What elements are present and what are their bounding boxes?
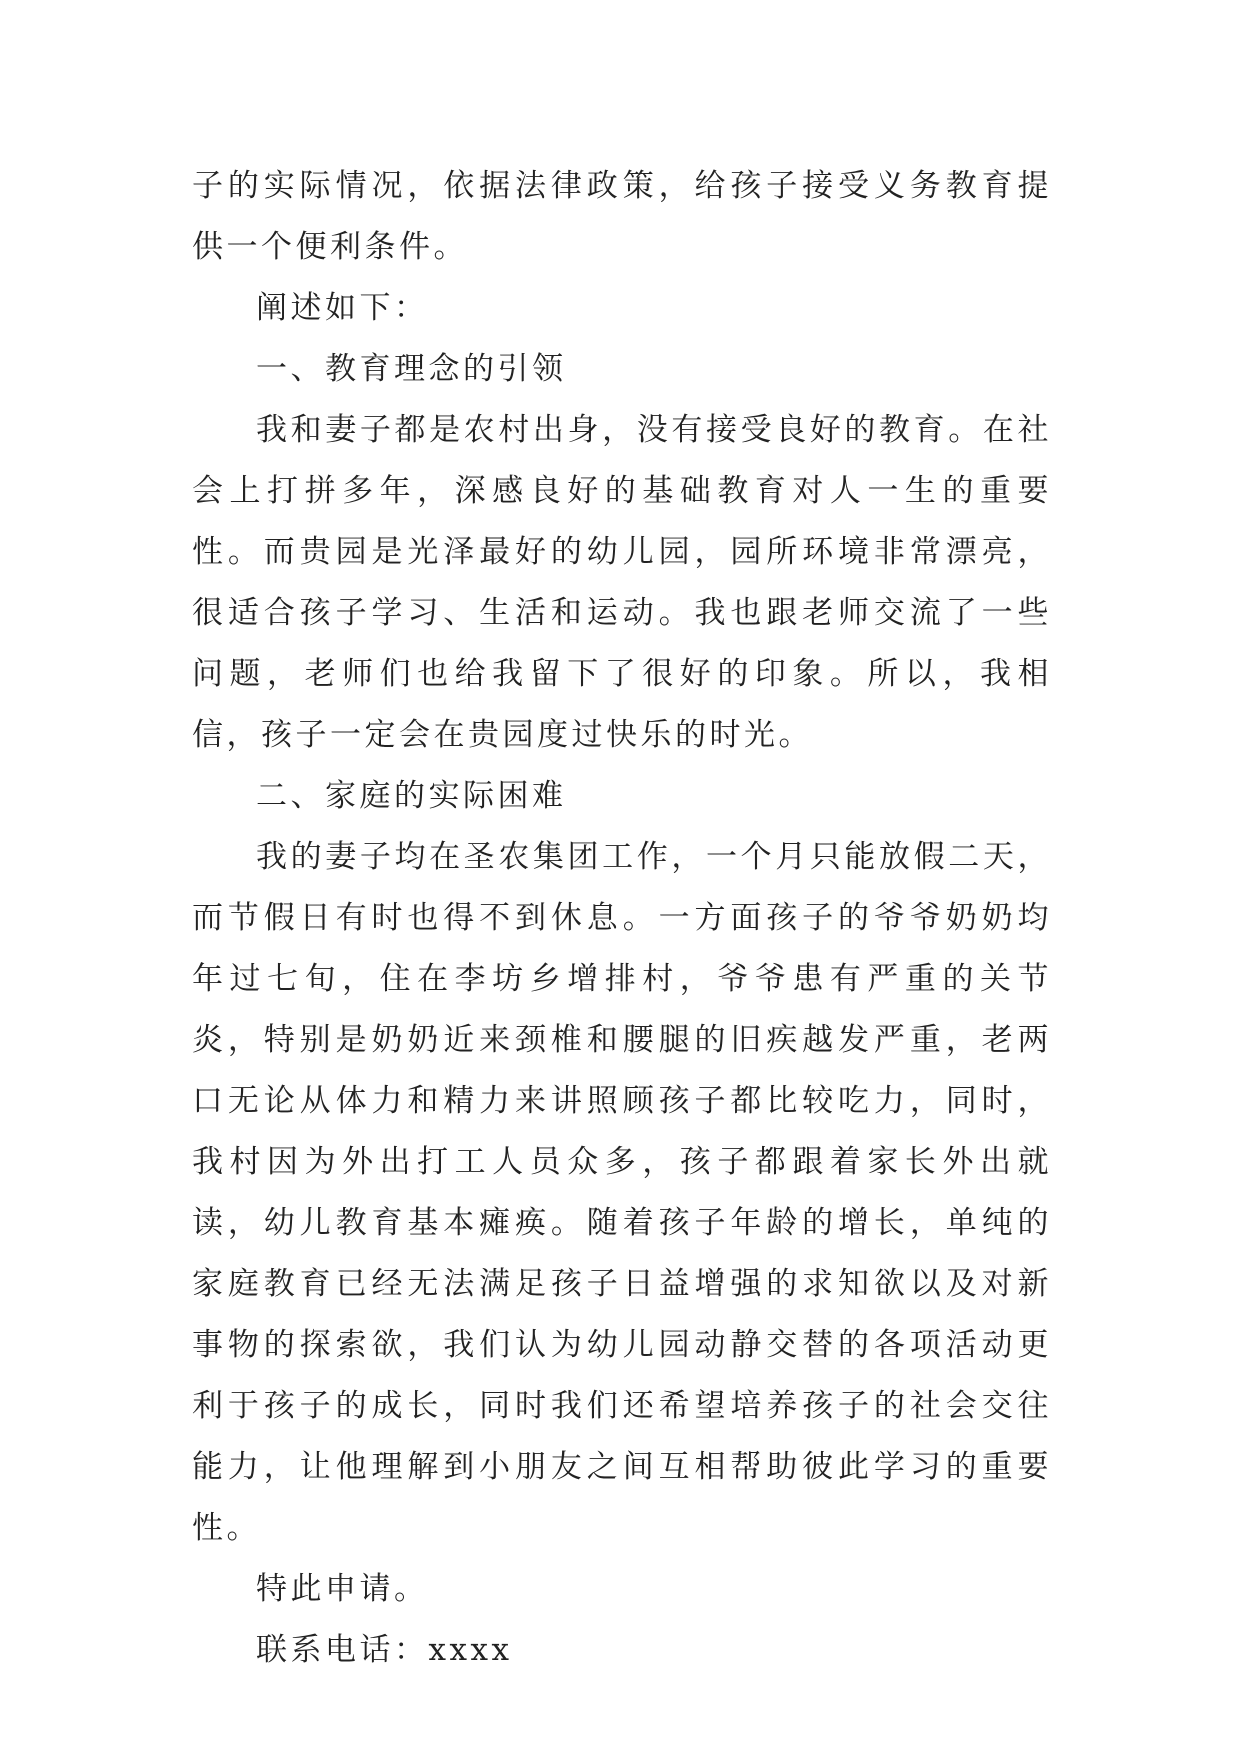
paragraph-intro: 阐述如下： (256, 290, 429, 326)
section-heading-1: 一、教育理念的引领 (256, 351, 567, 387)
contact-phone: 联系电话：xxxx (256, 1632, 513, 1668)
document-body (192, 156, 1052, 1681)
paragraph-section-1: 我和妻子都是农村出身，没有接受良好的教育。在社会上打拼多年，深感良好的基础教育对人一生的重要性。而贵园是光泽最好的幼儿园，园所环境非常漂亮，很适合孩子学习、生活和运动。我也跟老师交流了一些问题，老师们也给我留下了很好的印象。所以，我相信，孩子一定会在贵园度过快乐的时光。 (192, 412, 1052, 753)
section-heading-2: 二、家庭的实际困难 (256, 778, 567, 814)
paragraph-section-2: 我的妻子均在圣农集团工作，一个月只能放假二天，而节假日有时也得不到休息。一方面孩子的爷爷奶奶均年过七旬，住在李坊乡增排村，爷爷患有严重的关节炎，特别是奶奶近来颈椎和腰腿的旧疾越发严重，老两口无论从体力和精力来讲照顾孩子都比较吃力，同时，我村因为外出打工人员众多，孩子都跟着家长外出就读，幼儿教育基本瘫痪。随着孩子年龄的增长，单纯的家庭教育已经无法满足孩子日益增强的求知欲以及对新事物的探索欲，我们认为幼儿园动静交替的各项活动更利于孩子的成长，同时我们还希望培养孩子的社会交往能力，让他理解到小朋友之间互相帮助彼此学习的重要性。 (192, 839, 1052, 1546)
closing-statement: 特此申请。 (256, 1571, 429, 1607)
paragraph-continuation: 子的实际情况，依据法律政策，给孩子接受义务教育提供一个便利条件。 (192, 168, 1052, 265)
